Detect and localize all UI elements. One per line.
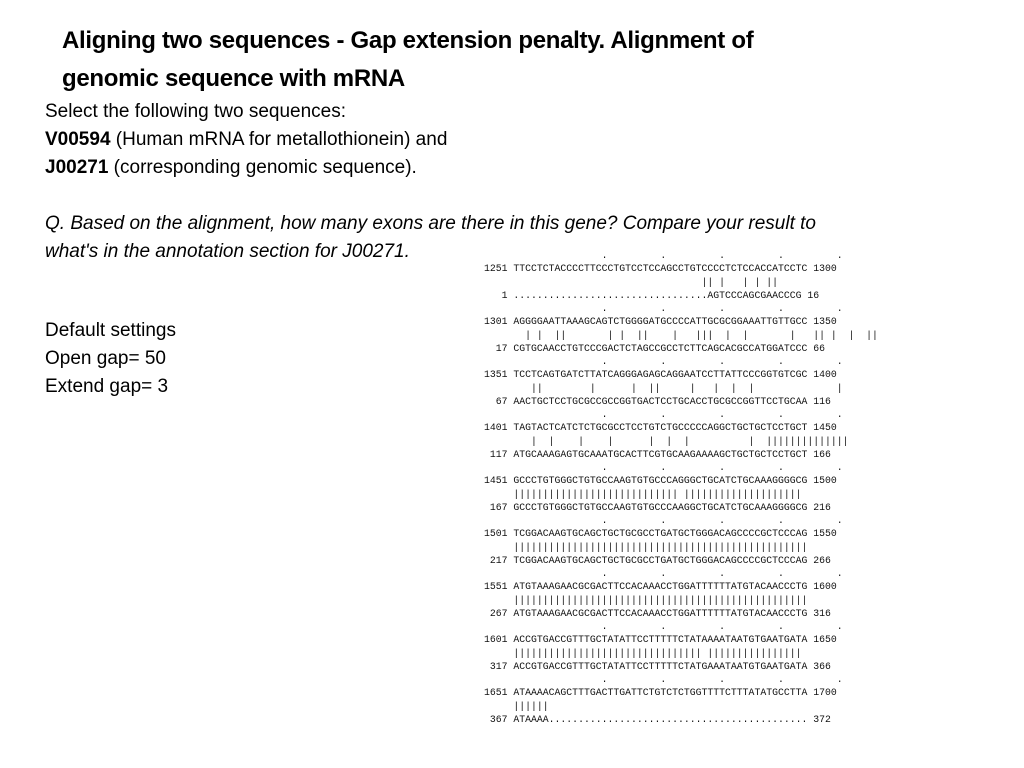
alignment-ruler-line: . . . . .: [484, 621, 843, 632]
alignment-top-line: 1301 AGGGGAATTAAAGCAGTCTGGGGATGCCCCATTGCGCGGAAATTGTTGCC 1350: [484, 316, 837, 328]
alignment-bottom-line: 267 ATGTAAAGAACGCGACTTCCACAAACCTGGATTTTTTATGTACAACCCTG 316: [484, 607, 831, 619]
sequence-2-line: [45, 154, 1005, 182]
alignment-ruler-line: . . . . .: [484, 674, 843, 685]
sequence-2-accession: J00271: [45, 157, 109, 178]
alignment-bottom-line: 117 ATGCAAAGAGTGCAAATGCACTTCGTGCAAGAAAAGCTGCTGCTCCTGCT 166: [484, 448, 831, 460]
open-gap-setting: Open gap= 50: [45, 348, 166, 369]
alignment-top-line: 1451 GCCCTGTGGGCTGTGCCAAGTGTGCCCAGGGCTGCATCTGCAAAGGGGCG 1500: [484, 475, 837, 487]
alignment-ruler-line: . . . . .: [484, 568, 843, 579]
question-line-1: Q. Based on the alignment, how many exons are there in this gene? Compare your result to: [45, 213, 816, 234]
alignment-bottom-line: 367 ATAAAA............................................ 372: [484, 713, 831, 725]
sequence-1-line: [45, 126, 1005, 154]
title-line-2: genomic sequence with mRNA: [62, 65, 405, 92]
alignment-ruler-line: . . . . .: [484, 250, 843, 261]
sequence-1-accession: V00594: [45, 129, 111, 150]
title-line-1: Aligning two sequences - Gap extension penalty. Alignment of: [62, 27, 754, 54]
alignment-bottom-line: 217 TCGGACAAGTGCAGCTGCTGCGCCTGATGCTGGGACAGCCCCGCTCCCAG 266: [484, 554, 831, 566]
alignment-match-line: ||||||||||||||||||||||||||||||||||||||||||||||||||: [484, 594, 808, 606]
alignment-bottom-line: 317 ACCGTGACCGTTTGCTATATTCCTTTTTCTATGAAATAATGTGAATGATA 366: [484, 660, 831, 672]
alignment-match-line: | | || | | || | ||| | | | || | | ||: [484, 329, 878, 341]
alignment-bottom-line: 17 CGTGCAACCTGTCCCGACTCTAGCCGCCTCTTCAGCACGCCATGGATCCC 66: [484, 342, 825, 354]
spacer: [45, 182, 1005, 210]
alignment-match-line: ||||||||||||||||||||||||||||||||||||||||||||||||||: [484, 541, 808, 553]
alignment-match-line: || | | || | | | | |: [484, 382, 843, 394]
alignment-top-line: 1401 TAGTACTCATCTCTGCGCCTCCTGTCTGCCCCCAGGCTGCTGCTCCTGCT 1450: [484, 422, 837, 434]
alignment-top-line: 1501 TCGGACAAGTGCAGCTGCTGCGCCTGATGCTGGGACAGCCCCGCTCCCAG 1550: [484, 528, 837, 540]
alignment-match-line: | | | | | | | | ||||||||||||||: [484, 435, 849, 447]
alignment-ruler-line: . . . . .: [484, 462, 843, 473]
alignment-ruler-line: . . . . .: [484, 409, 843, 420]
alignment-match-line: |||||||||||||||||||||||||||||||| ||||||||||||||||: [484, 647, 802, 659]
alignment-top-line: 1251 TTCCTCTACCCCTTCCCTGTCCTCCAGCCTGTCCCCTCTCCACCATCCTC 1300: [484, 263, 837, 275]
alignment-match-line: ||||||: [484, 700, 549, 712]
alignment-top-line: 1551 ATGTAAAGAACGCGACTTCCACAAACCTGGATTTTTTATGTACAACCCTG 1600: [484, 581, 837, 593]
extend-gap-setting: Extend gap= 3: [45, 376, 169, 397]
question-line-2: what's in the annotation section for J00271.: [45, 241, 410, 262]
instructions: [45, 98, 1005, 266]
sequence-2-description: (corresponding genomic sequence).: [108, 157, 417, 178]
alignment-match-line: || | | | ||: [484, 276, 778, 288]
slide-title: [62, 22, 962, 98]
alignment-top-line: 1651 ATAAAACAGCTTTGACTTGATTCTGTCTCTGGTTTTCTTTATATGCCTTA 1700: [484, 687, 837, 699]
alignment-bottom-line: 67 AACTGCTCCTGCGCCGCCGGTGACTCCTGCACCTGCGCCGGTTCCTGCAA 116: [484, 395, 831, 407]
sequence-alignment: [484, 249, 878, 726]
alignment-top-line: 1351 TCCTCAGTGATCTTATCAGGGAGAGCAGGAATCCTTATTCCCGGTGTCGC 1400: [484, 369, 837, 381]
gap-settings: [45, 317, 176, 401]
alignment-ruler-line: . . . . .: [484, 303, 843, 314]
alignment-bottom-line: 1 .................................AGTCCCAGCGAACCCG 16: [484, 289, 820, 301]
alignment-top-line: 1601 ACCGTGACCGTTTGCTATATTCCTTTTTCTATAAAATAATGTGAATGATA 1650: [484, 634, 837, 646]
alignment-bottom-line: 167 GCCCTGTGGGCTGTGCCAAGTGTGCCCAAGGCTGCATCTGCAAAGGGGCG 216: [484, 501, 831, 513]
settings-heading: Default settings: [45, 320, 176, 341]
alignment-match-line: |||||||||||||||||||||||||||| ||||||||||||||||||||: [484, 488, 802, 500]
sequence-1-description: (Human mRNA for metallothionein) and: [110, 129, 448, 150]
alignment-ruler-line: . . . . .: [484, 356, 843, 367]
alignment-ruler-line: . . . . .: [484, 515, 843, 526]
intro-text: Select the following two sequences:: [45, 101, 347, 122]
